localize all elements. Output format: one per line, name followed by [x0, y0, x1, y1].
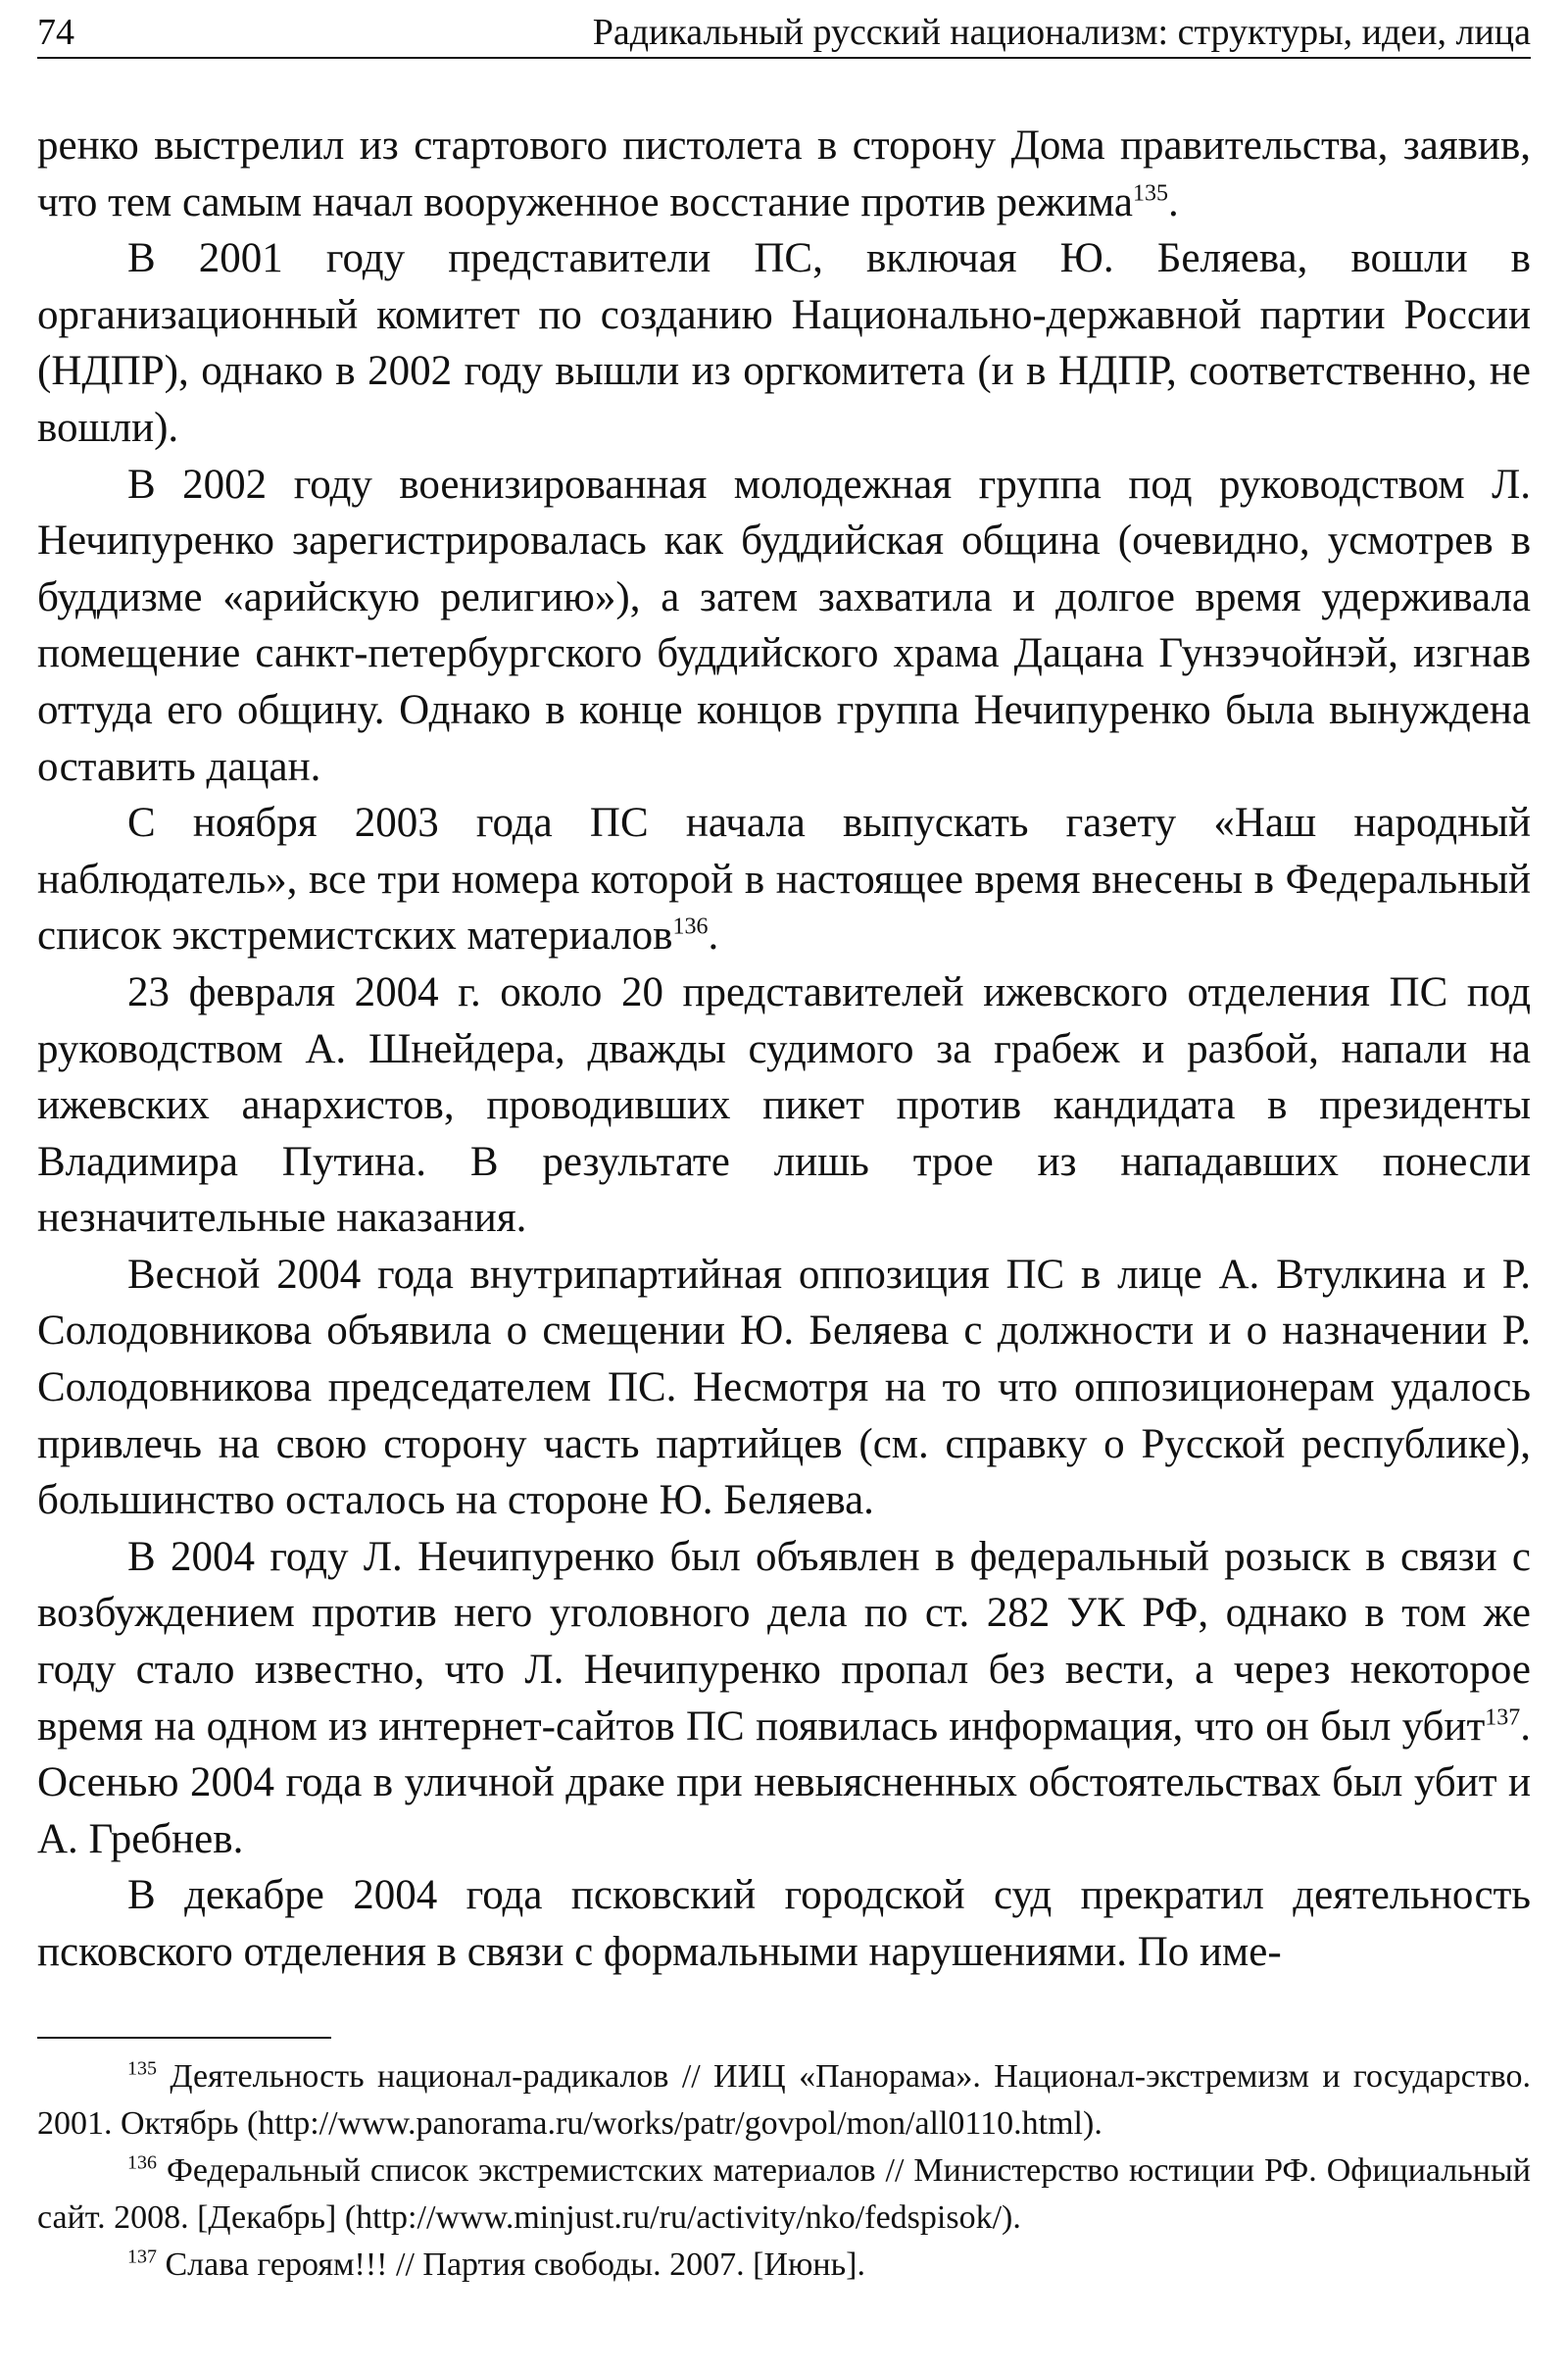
paragraph: В 2001 году представители ПС, включая Ю. Беляева, вошли в организационный комитет по созданию Национально-державной партии России (НДПР), однако в 2002 году вышли из оргкомитета (и в НДПР, соответственно, не вошли). — [37, 235, 1531, 451]
main-text — [37, 118, 1531, 1981]
page-number: 74 — [37, 12, 74, 53]
footnote-divider — [37, 2037, 331, 2039]
footnotes — [37, 2053, 1531, 2289]
paragraph: В 2004 году Л. Нечипуренко был объявлен в федеральный розыск в связи с возбуждением против него уголовного дела по ст. 282 УК РФ, однако в том же году стало известно, что Л. Нечипуренко пропал без вести, а через некоторое время на одном из интернет-сайтов ПС появилась информация, что он был убит$^{137}$. Осенью 2004 года в уличной драке при невыясненных обстоятельствах был убит и А. Гребнев. — [37, 1533, 1531, 1862]
paragraph: В 2002 году военизированная молодежная группа под руководством Л. Нечипуренко зарегистрировалась как буддийская община (очевидно, усмотрев в буддизме «арийскую религию»), а затем захватила и долгое время удерживала помещение санкт-петербургского буддийского храма Дацана Гунзэчойнэй, изгнав оттуда его общину. Однако в конце концов группа Нечипуренко была вынуждена оставить дацан. — [37, 461, 1531, 790]
footnote-number: 135 — [127, 2057, 157, 2080]
footnote: $^{136}$ Федеральный список экстремистских материалов // Министерство юстиции РФ. Официальный сайт. 2008. [Декабрь] (http://www.minjust.ru/ru/activity/nko/fedspisok/). — [37, 2151, 1532, 2236]
footnote-number: 137 — [127, 2246, 157, 2268]
footnote-ref: 137 — [1485, 1704, 1521, 1731]
footnote-ref: 136 — [672, 913, 709, 940]
footnote: $^{137}$ Слава героям!!! // Партия свободы. 2007. [Июнь]. — [127, 2246, 865, 2283]
paragraph: В декабре 2004 года псковский городской суд прекратил деятельность псковского отделения в связи с формальными нарушениями. По име- — [37, 1872, 1531, 1975]
footnote-ref: 135 — [1132, 180, 1168, 207]
paragraph: Весной 2004 года внутрипартийная оппозиция ПС в лице А. Втулкина и Р. Солодовникова объявила о смещении Ю. Беляева с должности и о назначении Р. Солодовникова председателем ПС. Несмотря на то что оппозиционерам удалось привлечь на свою сторону часть партийцев (см. справку о Русской республике), большинство осталось на стороне Ю. Беляева. — [37, 1251, 1531, 1524]
footnote-number: 136 — [127, 2151, 157, 2174]
paragraph: 23 февраля 2004 г. около 20 представителей ижевского отделения ПС под руководством А. Шнейдера, дважды судимого за грабеж и разбой, напали на ижевских анархистов, проводивших пикет против кандидата в президенты Владимира Путина. В результате лишь трое из нападавших понесли незначительные наказания. — [37, 968, 1531, 1242]
paragraph: ренко выстрелил из стартового пистолета в сторону Дома правительства, заявив, что тем самым начал вооруженное восстание против режима$^{135}$. — [37, 123, 1531, 225]
paragraph: С ноября 2003 года ПС начала выпускать газету «Наш народный наблюдатель», все три номера которой в настоящее время внесены в Федеральный список экстремистских материалов$^{136}$. — [37, 800, 1531, 960]
running-header — [37, 8, 1531, 59]
running-title: Радикальный русский национализм: структуры, идеи, лица — [592, 12, 1531, 53]
footnote: $^{135}$ Деятельность национал-радикалов // ИИЦ «Панорама». Национал-экстремизм и государство. 2001. Октябрь (http://www.panorama.ru/works/patr/govpol/mon/all0110.html). — [37, 2057, 1531, 2142]
